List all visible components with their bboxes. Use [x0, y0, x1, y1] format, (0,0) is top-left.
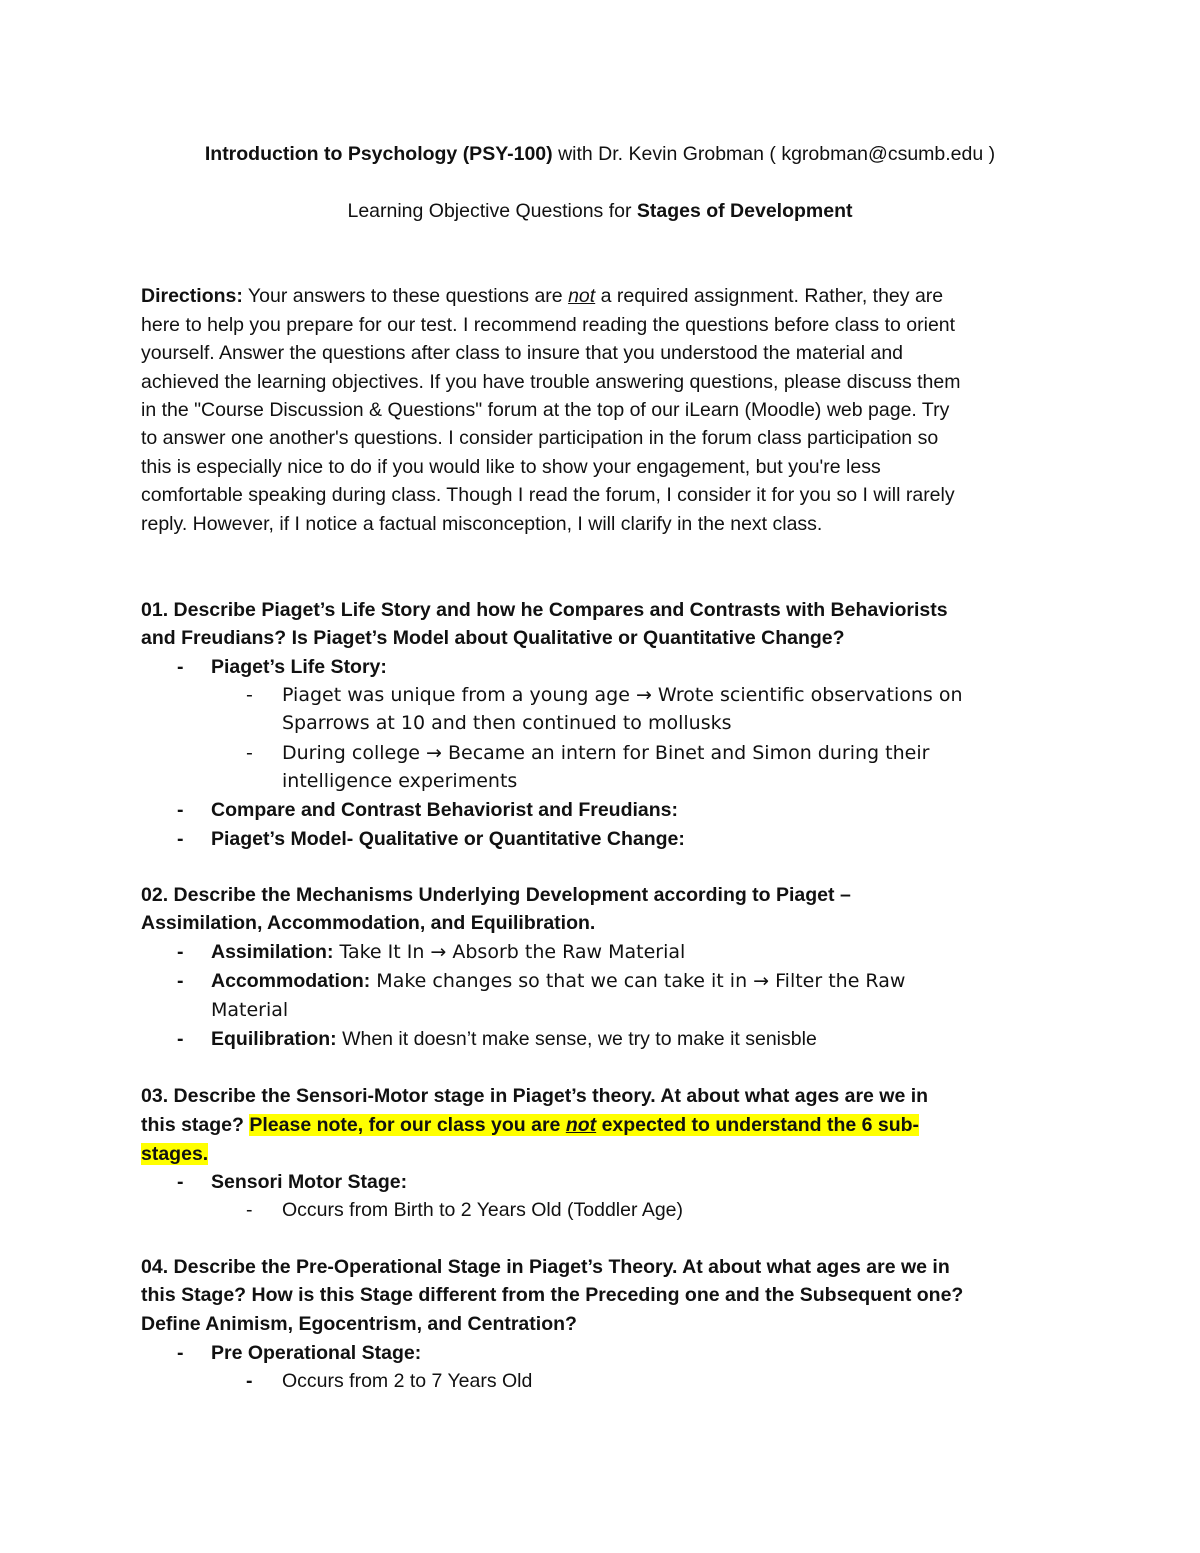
question-03-line-3 [141, 1140, 208, 1169]
question-04-line-1: 04. Describe the Pre-Operational Stage in Piaget’s Theory. At about what ages are we in [141, 1256, 950, 1278]
not-emphasis: not [568, 285, 596, 307]
bullet-marker: - [177, 1171, 184, 1193]
directions-line-3: yourself. Answer the questions after class to insure that you understood the material and [141, 342, 904, 364]
highlighted-note: Please note, for our class you are not expected to understand the 6 sub- [249, 1114, 920, 1136]
q1-bullet-model: Piaget’s Model- Qualitative or Quantitative Change: [211, 828, 685, 850]
course-header [0, 140, 1200, 169]
equilibration-label: Equilibration: [211, 1028, 337, 1050]
q2-bullet-accommodation [211, 967, 905, 996]
q1-bullet-compare: Compare and Contrast Behaviorist and Freudians: [211, 799, 679, 821]
question-04-line-3: Define Animism, Egocentrism, and Centration? [141, 1313, 577, 1335]
equilibration-text: When it doesn’t make sense, we try to make it senisble [336, 1028, 817, 1050]
bullet-marker: - [177, 828, 184, 850]
assimilation-text: Take It In → Absorb the Raw Material [333, 941, 686, 963]
question-02-line-1: 02. Describe the Mechanisms Underlying Development according to Piaget – [141, 884, 851, 906]
directions-line-7: this is especially nice to do if you would like to show your engagement, but you're less [141, 456, 881, 478]
q1-sub-1-line-1: Piaget was unique from a young age → Wrote scientific observations on [282, 684, 963, 706]
question-02-line-2: Assimilation, Accommodation, and Equilibration. [141, 912, 596, 934]
q1-bullet-life-story: Piaget’s Life Story: [211, 656, 387, 678]
question-04-line-2: this Stage? How is this Stage different from the Preceding one and the Subsequent one? [141, 1284, 964, 1306]
q1-sub-2-line-2: intelligence experiments [282, 770, 518, 792]
accommodation-text-cont: Material [211, 999, 289, 1021]
directions-line-2: here to help you prepare for our test. I recommend reading the questions before class to orient [141, 314, 956, 336]
bullet-marker: - [177, 656, 184, 678]
directions-line-5: in the "Course Discussion & Questions" forum at the top of our iLearn (Moodle) web page. Try [141, 399, 950, 421]
directions-line-1: Directions: Your answers to these questions are not a required assignment. Rather, they are [141, 285, 944, 307]
q2-bullet-equilibration [211, 1025, 817, 1054]
bullet-marker: - [177, 1342, 184, 1364]
subtitle-topic: Stages of Development [636, 200, 853, 222]
question-01-line-1: 01. Describe Piaget’s Life Story and how he Compares and Contrasts with Behaviorists [141, 599, 948, 621]
assimilation-label: Assimilation: [211, 941, 334, 963]
question-01-line-2: and Freudians? Is Piaget’s Model about Qualitative or Quantitative Change? [141, 627, 845, 649]
sub-bullet-marker: - [246, 684, 253, 706]
q1-sub-1-line-2: Sparrows at 10 and then continued to mollusks [282, 712, 732, 734]
directions-line-6: to answer one another's questions. I consider participation in the forum class participation so [141, 427, 939, 449]
not-emphasis: not [565, 1114, 597, 1136]
directions-line-8: comfortable speaking during class. Though I read the forum, I consider it for you so I will rarely [141, 484, 955, 506]
sub-bullet-marker: - [246, 1370, 253, 1392]
q3-bullet-sensorimotor: Sensori Motor Stage: [211, 1171, 408, 1193]
subtitle-prefix: Learning Objective Questions for [347, 200, 637, 222]
q4-bullet-preoperational: Pre Operational Stage: [211, 1342, 422, 1364]
bullet-marker: - [177, 1028, 184, 1050]
bullet-marker: - [177, 941, 184, 963]
instructor-line: with Dr. Kevin Grobman ( kgrobman@csumb.edu ) [552, 143, 996, 165]
q4-sub-1: Occurs from 2 to 7 Years Old [282, 1370, 533, 1392]
sub-bullet-marker: - [246, 1199, 253, 1221]
q3-sub-1: Occurs from Birth to 2 Years Old (Toddler Age) [282, 1199, 684, 1221]
question-03-line-2: this stage? Please note, for our class you are not expected to understand the 6 sub- [141, 1114, 920, 1136]
sub-bullet-marker: - [246, 742, 253, 764]
directions-label: Directions: [141, 285, 243, 307]
question-03-line-1: 03. Describe the Sensori-Motor stage in Piaget’s theory. At about what ages are we in [141, 1085, 929, 1107]
highlighted-note-cont: stages. [141, 1143, 209, 1165]
course-title: Introduction to Psychology (PSY-100) [204, 143, 553, 165]
directions-line-9: reply. However, if I notice a factual misconception, I will clarify in the next class. [141, 513, 823, 535]
accommodation-label: Accommodation: [211, 970, 371, 992]
directions-line-4: achieved the learning objectives. If you have trouble answering questions, please discuss them [141, 371, 961, 393]
accommodation-text: Make changes so that we can take it in → Filter the Raw [370, 970, 906, 992]
bullet-marker: - [177, 970, 184, 992]
q2-bullet-assimilation [211, 938, 685, 967]
q1-sub-2-line-1: During college → Became an intern for Binet and Simon during their [282, 742, 930, 764]
subtitle [0, 197, 1200, 226]
bullet-marker: - [177, 799, 184, 821]
